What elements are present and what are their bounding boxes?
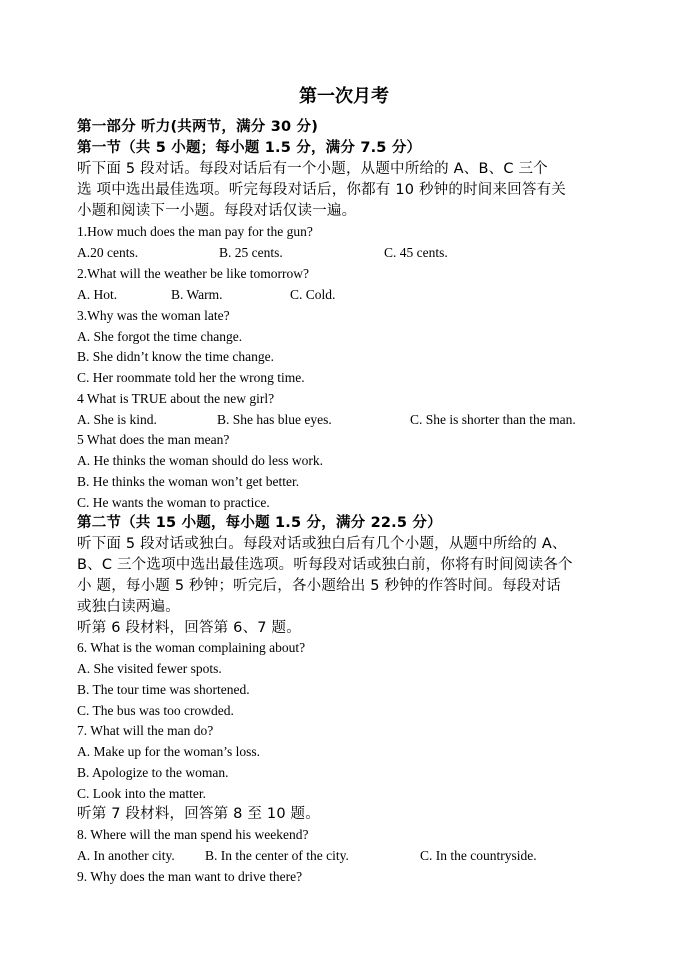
question-5-option-b: B. He thinks the woman won’t get better. bbox=[77, 474, 300, 489]
section1-instruction-line: 小题和阅读下一小题。每段对话仅读一遍。 bbox=[77, 203, 357, 219]
question-7-option-c: C. Look into the matter. bbox=[77, 786, 206, 801]
part1-heading: 第一部分 听力(共两节，满分 30 分) bbox=[77, 119, 319, 135]
question-8-option-b: B. In the center of the city. bbox=[205, 848, 349, 863]
question-5-stem: 5 What does the man mean? bbox=[77, 432, 230, 447]
section2-heading: 第二节（共 15 小题，每小题 1.5 分，满分 22.5 分） bbox=[77, 515, 442, 531]
question-7-stem: 7. What will the man do? bbox=[77, 723, 214, 738]
question-3-stem: 3.Why was the woman late? bbox=[77, 308, 230, 323]
material-7-heading: 听第 7 段材料，回答第 8 至 10 题。 bbox=[77, 806, 320, 822]
question-6-option-a: A. She visited fewer spots. bbox=[77, 661, 222, 676]
section2-instruction-line: B、C 三个选项中选出最佳选项。听每段对话或独白前，你将有时间阅读各个 bbox=[77, 557, 573, 573]
question-7-option-a: A. Make up for the woman’s loss. bbox=[77, 744, 260, 759]
question-1-option-a: A.20 cents. bbox=[77, 245, 139, 260]
section2-instruction-line: 听下面 5 段对话或独白。每段对话或独白后有几个小题，从题中所给的 A、 bbox=[77, 536, 567, 552]
question-8-option-c: C. In the countryside. bbox=[420, 848, 537, 863]
question-2-stem: 2.What will the weather be like tomorrow? bbox=[77, 266, 310, 281]
question-8-option-a: A. In another city. bbox=[77, 848, 175, 863]
section1-instruction-line: 选 项中选出最佳选项。听完每段对话后，你都有 10 秒钟的时间来回答有关 bbox=[77, 182, 566, 198]
question-1-option-c: C. 45 cents. bbox=[384, 245, 448, 260]
question-6-option-c: C. The bus was too crowded. bbox=[77, 703, 234, 718]
question-2-option-a: A. Hot. bbox=[77, 287, 118, 302]
question-4-option-c: C. She is shorter than the man. bbox=[410, 412, 576, 427]
question-4-option-a: A. She is kind. bbox=[77, 412, 157, 427]
section1-heading: 第一节（共 5 小题；每小题 1.5 分，满分 7.5 分） bbox=[77, 140, 422, 156]
question-3-option-c: C. Her roommate told her the wrong time. bbox=[77, 370, 305, 385]
question-1-option-b: B. 25 cents. bbox=[219, 245, 283, 260]
question-7-option-b: B. Apologize to the woman. bbox=[77, 765, 229, 780]
question-2-option-c: C. Cold. bbox=[290, 287, 336, 302]
question-5-option-a: A. He thinks the woman should do less work. bbox=[77, 453, 323, 468]
question-6-stem: 6. What is the woman complaining about? bbox=[77, 640, 306, 655]
section2-instruction-line: 小 题，每小题 5 秒钟；听完后，各小题给出 5 秒钟的作答时间。每段对话 bbox=[77, 578, 561, 594]
question-4-stem: 4 What is TRUE about the new girl? bbox=[77, 391, 275, 406]
question-3-option-b: B. She didn’t know the time change. bbox=[77, 349, 274, 364]
section1-instruction-line: 听下面 5 段对话。每段对话后有一个小题，从题中所给的 A、B、C 三个 bbox=[77, 161, 548, 177]
question-1-stem: 1.How much does the man pay for the gun? bbox=[77, 224, 313, 239]
question-2-option-b: B. Warm. bbox=[171, 287, 223, 302]
question-8-stem: 8. Where will the man spend his weekend? bbox=[77, 827, 309, 842]
material-6-heading: 听第 6 段材料，回答第 6、7 题。 bbox=[77, 620, 301, 636]
section2-instruction-line: 或独白读两遍。 bbox=[77, 599, 180, 615]
question-5-option-c: C. He wants the woman to practice. bbox=[77, 495, 270, 510]
question-6-option-b: B. The tour time was shortened. bbox=[77, 682, 250, 697]
question-4-option-b: B. She has blue eyes. bbox=[217, 412, 332, 427]
page-title: 第一次月考 bbox=[299, 86, 389, 107]
question-3-option-a: A. She forgot the time change. bbox=[77, 329, 243, 344]
question-9-stem: 9. Why does the man want to drive there? bbox=[77, 869, 303, 884]
